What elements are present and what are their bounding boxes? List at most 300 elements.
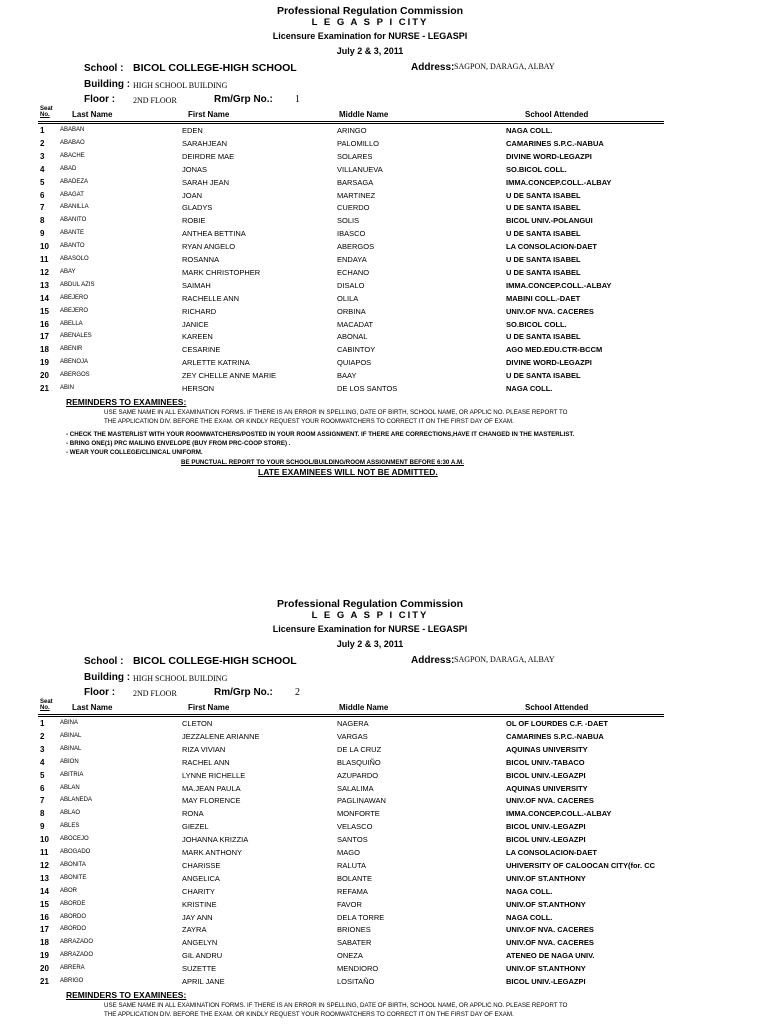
seat-number-cell: 10 [40, 242, 49, 252]
seat-number-cell: 6 [40, 190, 45, 200]
address-value: SAGPON, DARAGA, ALBAY [454, 655, 555, 664]
last-name-cell: ABERGOS [60, 372, 90, 379]
school-attended-cell: DIVINE WORD-LEGAZPI [506, 151, 592, 161]
first-name-cell: CLETON [182, 719, 213, 728]
reminder-line-1: USE SAME NAME IN ALL EXAMINATION FORMS. IF THERE IS AN ERROR IN SPELLING, DATE OF BIRTH, SCHOOL NAME, OR APPLIC NO. PLEASE REPORT TO [104, 409, 568, 416]
first-name-cell: CESARINE [182, 345, 221, 355]
middle-name-cell: PALOMILLO [337, 138, 379, 148]
school-attended-cell: IMMA.CONCEP.COLL.-ALBAY [506, 177, 612, 187]
last-name-cell: ABINA [60, 720, 79, 726]
first-name-cell: MA.JEAN PAULA [182, 783, 241, 793]
seat-number-cell: 7 [40, 796, 45, 806]
table-row [0, 900, 768, 913]
school-attended-cell: BICOL UNIV.-LEGAZPI [506, 835, 586, 845]
first-name-cell: RICHARD [182, 306, 217, 316]
first-name-cell: EDEN [182, 126, 203, 135]
seat-number-cell: 11 [40, 848, 49, 857]
seat-number-cell: 3 [40, 744, 45, 754]
middle-name-cell: QUIAPOS [337, 358, 372, 368]
table-row [0, 964, 768, 977]
city-title: L E G A S P I CITY [311, 610, 429, 621]
building-value: HIGH SCHOOL BUILDING [133, 674, 228, 683]
middle-name-cell: VILLANUEVA [337, 164, 383, 174]
middle-name-cell: MACADAT [337, 319, 374, 329]
floor-label: Floor : [84, 94, 116, 105]
middle-name-cell: DELA TORRE [337, 912, 385, 922]
middle-name-cell: SABATER [337, 938, 372, 948]
school-attended-cell: SO.BICOL COLL. [506, 164, 567, 174]
middle-name-cell: RALUTA [337, 860, 367, 870]
table-row [0, 191, 768, 204]
school-attended-cell: LA CONSOLACION-DAET [506, 242, 597, 252]
header-rule-top [38, 714, 664, 715]
seat-no-header: Seat No. [40, 106, 53, 118]
seat-number-cell: 12 [40, 860, 49, 870]
school-attended-cell: U DE SANTA ISABEL [506, 203, 581, 213]
middle-name-cell: BRIONES [337, 925, 371, 935]
seat-number-cell: 2 [40, 731, 45, 741]
header-rule-bottom [38, 716, 664, 717]
last-name-cell: ABANTE [60, 230, 85, 237]
first-name-cell: RACHEL ANN [182, 757, 230, 767]
building-label: Building : [84, 79, 131, 90]
first-name-cell: RONA [182, 809, 204, 819]
school-attended-cell: SO.BICOL COLL. [506, 319, 567, 329]
table-row [0, 784, 768, 797]
middle-name-cell: SANTOS [337, 835, 368, 845]
last-name-cell: ABRAZADO [60, 939, 94, 946]
first-name-cell: SAIMAH [182, 280, 211, 290]
building-value: HIGH SCHOOL BUILDING [133, 81, 228, 90]
seat-number-cell: 9 [40, 229, 45, 239]
table-row [0, 977, 768, 990]
school-attended-cell: UHIVERSITY OF CALOOCAN CITY(for. CC [506, 860, 656, 870]
last-name-cell: ABIN [60, 385, 75, 391]
last-name-cell: ABENOJA [60, 359, 89, 366]
last-name-header: Last Name [72, 703, 113, 712]
first-name-cell: MARK CHRISTOPHER [182, 267, 261, 277]
middle-name-cell: ORBINA [337, 306, 366, 316]
last-name-cell: ABONITE [60, 874, 87, 881]
first-name-cell: ROSANNA [182, 255, 220, 264]
seat-number-cell: 13 [40, 873, 49, 883]
first-name-cell: LYNNE RICHELLE [182, 770, 246, 780]
school-attended-cell: UNIV.OF NVA. CACERES [506, 925, 594, 935]
seat-number-cell: 5 [40, 770, 45, 780]
first-name-cell: ANGELICA [182, 873, 220, 883]
seat-number-cell: 12 [40, 267, 49, 277]
last-name-cell: ABANILLA [60, 204, 89, 211]
school-attended-cell: MABINI COLL.-DAET [506, 293, 581, 303]
last-name-cell: ABOGADO [60, 849, 91, 855]
exam-title: Licensure Examination for NURSE - LEGASPI [272, 31, 468, 41]
last-name-cell: ABION [60, 758, 79, 765]
school-attended-cell: BICOL UNIV.-LEGAZPI [506, 822, 586, 832]
seat-number-cell: 15 [40, 899, 49, 909]
school-attended-cell: AQUINAS UNIVERSITY [506, 783, 588, 793]
seat-number-cell: 10 [40, 835, 49, 845]
exam-date: July 2 & 3, 2011 [336, 639, 404, 649]
first-name-cell: SUZETTE [182, 964, 217, 974]
last-name-cell: ABORDO [60, 926, 87, 933]
school-attended-cell: U DE SANTA ISABEL [506, 267, 581, 277]
school-attended-cell: NAGA COLL. [506, 126, 553, 135]
school-attended-cell: IMMA.CONCEP.COLL.-ALBAY [506, 809, 612, 819]
table-row [0, 758, 768, 771]
school-attended-cell: NAGA COLL. [506, 886, 553, 896]
table-row [0, 887, 768, 900]
school-name: BICOL COLLEGE-HIGH SCHOOL [133, 62, 297, 74]
first-name-cell: APRIL JANE [182, 977, 225, 986]
school-attended-cell: AQUINAS UNIVERSITY [506, 744, 588, 754]
school-attended-cell: OL OF LOURDES C.F. -DAET [506, 719, 608, 728]
first-name-cell: MAY FLORENCE [182, 796, 241, 806]
middle-name-cell: ARINGO [337, 126, 367, 135]
last-name-cell: ABINAL [60, 732, 82, 739]
table-row [0, 835, 768, 848]
last-name-cell: ABRIGO [60, 978, 84, 984]
school-attended-cell: AGO MED.EDU.CTR-BCCM [506, 345, 603, 355]
seat-number-cell: 8 [40, 216, 45, 226]
seat-number-cell: 21 [40, 384, 49, 393]
last-name-cell: ABITRIA [60, 771, 84, 778]
last-name-cell: ABELLA [60, 320, 83, 327]
middle-name-cell: OLILA [337, 293, 359, 303]
table-row [0, 913, 768, 926]
school-name: BICOL COLLEGE-HIGH SCHOOL [133, 655, 297, 667]
middle-name-cell: VELASCO [337, 822, 373, 832]
last-name-cell: ABENALES [60, 333, 92, 340]
seat-number-cell: 18 [40, 345, 49, 355]
last-name-cell: ABRAZADO [60, 952, 94, 959]
address-label: Address: [411, 655, 455, 666]
middle-name-header: Middle Name [339, 110, 389, 119]
first-name-cell: DEIRDRE MAE [182, 151, 235, 161]
exam-title: Licensure Examination for NURSE - LEGASPI [272, 624, 468, 634]
table-row [0, 229, 768, 242]
school-attended-cell: BICOL UNIV.-TABACO [506, 757, 585, 767]
table-row [0, 745, 768, 758]
seat-number-cell: 2 [40, 138, 45, 148]
table-row [0, 152, 768, 165]
school-attended-cell: UNIV.OF NVA. CACERES [506, 796, 594, 806]
table-row [0, 771, 768, 784]
school-attended-cell: NAGA COLL. [506, 912, 553, 922]
table-row [0, 796, 768, 809]
reminder-bullet-2: - BRING ONE(1) PRC MAILING ENVELOPE (BUY FROM PRC-COOP STORE) . [66, 440, 291, 447]
exam-date: July 2 & 3, 2011 [336, 46, 404, 56]
table-row [0, 951, 768, 964]
school-attended-header: School Attended [525, 703, 589, 712]
table-row [0, 384, 768, 397]
table-row [0, 203, 768, 216]
last-name-header: Last Name [72, 110, 113, 119]
first-name-cell: GIL ANDRU [182, 951, 223, 961]
table-row [0, 822, 768, 835]
address-label: Address: [411, 62, 455, 73]
school-attended-cell: U DE SANTA ISABEL [506, 255, 581, 264]
reminder-line-2: THE APPLICATION DIV. BEFORE THE EXAM. OR KINDLY REQUEST YOUR ROOMWATCHERS TO CORRECT IT ON THE FIRST DAY OF EXAM. [104, 1011, 514, 1018]
seat-number-cell: 3 [40, 151, 45, 161]
seat-number-cell: 20 [40, 964, 49, 974]
room-label: Rm/Grp No.: [214, 94, 273, 105]
seat-number-cell: 16 [40, 912, 49, 922]
first-name-cell: KRISTINE [182, 899, 217, 909]
last-name-cell: ABRERA [60, 965, 85, 972]
seat-number-cell: 13 [40, 280, 49, 290]
table-row [0, 874, 768, 887]
first-name-cell: RIZA VIVIAN [182, 744, 226, 754]
last-name-cell: ABASOLO [60, 256, 89, 262]
last-name-cell: ABLANEDA [60, 797, 93, 804]
first-name-cell: ANGELYN [182, 938, 218, 948]
last-name-cell: ABANTO [60, 243, 85, 250]
middle-name-cell: DISALO [337, 280, 365, 290]
last-name-cell: ABLES [60, 823, 80, 830]
seat-number-cell: 14 [40, 293, 49, 303]
seat-number-cell: 1 [40, 719, 45, 728]
middle-name-cell: DE LA CRUZ [337, 744, 382, 754]
table-row [0, 320, 768, 333]
seat-number-cell: 19 [40, 951, 49, 961]
middle-name-cell: SALALIMA [337, 783, 374, 793]
table-row [0, 809, 768, 822]
school-attended-header: School Attended [525, 110, 589, 119]
table-row [0, 861, 768, 874]
reminder-bullet-3: - WEAR YOUR COLLEGE/CLINICAL UNIFORM. [66, 449, 203, 456]
table-row [0, 307, 768, 320]
header-rule-top [38, 121, 664, 122]
last-name-cell: ABORDO [60, 913, 87, 920]
seat-number-cell: 8 [40, 809, 45, 819]
first-name-cell: HERSON [182, 384, 215, 393]
agency-title: Professional Regulation Commission [276, 598, 464, 610]
table-row [0, 216, 768, 229]
school-label: School : [84, 63, 124, 74]
last-name-cell: ABACHE [60, 152, 85, 159]
reminders-title: REMINDERS TO EXAMINEES: [66, 397, 187, 407]
table-row [0, 345, 768, 358]
seat-number-cell: 17 [40, 332, 49, 342]
seat-number-cell: 16 [40, 319, 49, 329]
last-name-cell: ABLAN [60, 784, 80, 791]
last-name-cell: ABLAO [60, 810, 81, 817]
first-name-header: First Name [188, 703, 230, 712]
last-name-cell: ABABAO [60, 139, 85, 146]
middle-name-cell: AZUPARDO [337, 770, 379, 780]
seat-number-cell: 1 [40, 126, 45, 135]
first-name-cell: JOAN [182, 190, 203, 200]
middle-name-cell: ABERGOS [337, 242, 375, 252]
middle-name-cell: MENDIORO [337, 964, 379, 974]
seat-number-cell: 19 [40, 358, 49, 368]
table-row [0, 332, 768, 345]
first-name-cell: ROBIE [182, 216, 206, 226]
school-attended-cell: UNIV.OF ST.ANTHONY [506, 873, 586, 883]
school-attended-cell: U DE SANTA ISABEL [506, 190, 581, 200]
middle-name-cell: MONFORTE [337, 809, 380, 819]
first-name-cell: ARLETTE KATRINA [182, 358, 250, 368]
middle-name-cell: BOLANTE [337, 873, 373, 883]
seat-number-cell: 4 [40, 164, 45, 174]
school-label: School : [84, 656, 124, 667]
school-attended-cell: ATENEO DE NAGA UNIV. [506, 951, 595, 961]
school-attended-cell: U DE SANTA ISABEL [506, 371, 581, 381]
middle-name-cell: BARSAGA [337, 177, 374, 187]
reminder-line-1: USE SAME NAME IN ALL EXAMINATION FORMS. IF THERE IS AN ERROR IN SPELLING, DATE OF BIRTH, SCHOOL NAME, OR APPLIC NO. PLEASE REPORT TO [104, 1002, 568, 1009]
first-name-cell: MARK ANTHONY [182, 848, 243, 857]
middle-name-cell: ABONAL [337, 332, 368, 342]
last-name-cell: ABORDE [60, 900, 86, 907]
last-name-cell: ABAD [60, 165, 77, 172]
middle-name-cell: IBASCO [337, 229, 366, 239]
first-name-cell: ANTHEA BETTINA [182, 229, 246, 239]
first-name-cell: KAREEN [182, 332, 213, 342]
seat-number-cell: 17 [40, 925, 49, 935]
table-row [0, 848, 768, 861]
middle-name-cell: SOLARES [337, 151, 373, 161]
middle-name-cell: REFAMA [337, 886, 368, 896]
seat-number-cell: 7 [40, 203, 45, 213]
last-name-cell: ABDUL AZIS [60, 281, 95, 288]
middle-name-cell: LOSITAÑO [337, 977, 375, 986]
table-row [0, 281, 768, 294]
middle-name-cell: PAGLINAWAN [337, 796, 386, 806]
table-row [0, 178, 768, 191]
table-row [0, 925, 768, 938]
first-name-cell: SARAH JEAN [182, 177, 230, 187]
middle-name-header: Middle Name [339, 703, 389, 712]
seat-number-cell: 4 [40, 757, 45, 767]
middle-name-cell: BLASQUIÑO [337, 757, 381, 767]
last-name-cell: ABEJERO [60, 307, 89, 314]
last-name-cell: ABEJERO [60, 294, 89, 301]
table-row [0, 255, 768, 268]
seat-number-cell: 6 [40, 783, 45, 793]
first-name-cell: CHARISSE [182, 860, 221, 870]
reminder-bullet-1: - CHECK THE MASTERLIST WITH YOUR ROOMWATCHERS/POSTED IN YOUR ROOM ASSIGNMENT. IF THERE ARE CORRECTIONS,HAVE IT CHANGED IN THE MASTERLIST. [66, 431, 575, 438]
school-attended-cell: LA CONSOLACION-DAET [506, 848, 597, 857]
table-row [0, 719, 768, 732]
floor-label: Floor : [84, 687, 116, 698]
school-attended-cell: UNIV.OF NVA. CACERES [506, 938, 594, 948]
last-name-cell: ABINAL [60, 745, 82, 752]
table-row [0, 732, 768, 745]
school-attended-cell: BICOL UNIV.-POLANGUI [506, 216, 593, 226]
seat-no-header: Seat No. [40, 699, 53, 711]
building-label: Building : [84, 672, 131, 683]
last-name-cell: ABANITO [60, 217, 87, 224]
first-name-cell: ZEY CHELLE ANNE MARIE [182, 371, 277, 381]
middle-name-cell: SOLIS [337, 216, 360, 226]
first-name-cell: ZAYRA [182, 925, 207, 935]
middle-name-cell: ENDAYA [337, 255, 367, 264]
middle-name-cell: NAGERA [337, 719, 369, 728]
city-title: L E G A S P I CITY [311, 17, 429, 28]
table-row [0, 139, 768, 152]
first-name-cell: JAY ANN [182, 912, 213, 922]
first-name-cell: JOHANNA KRIZZIA [182, 835, 249, 845]
floor-value: 2ND FLOOR [133, 96, 177, 105]
first-name-header: First Name [188, 110, 230, 119]
first-name-cell: JANICE [182, 319, 209, 329]
seat-number-cell: 14 [40, 886, 49, 896]
first-name-cell: RACHELLE ANN [182, 293, 240, 303]
table-row [0, 938, 768, 951]
school-attended-cell: BICOL UNIV.-LEGAZPI [506, 977, 586, 986]
reminder-line-2: THE APPLICATION DIV. BEFORE THE EXAM. OR KINDLY REQUEST YOUR ROOMWATCHERS TO CORRECT IT ON THE FIRST DAY OF EXAM. [104, 418, 514, 425]
last-name-cell: ABAGAT [60, 191, 84, 198]
first-name-cell: CHARITY [182, 886, 215, 896]
school-attended-cell: UNIV.OF ST.ANTHONY [506, 964, 586, 974]
last-name-cell: ABAY [60, 268, 76, 275]
school-attended-cell: IMMA.CONCEP.COLL.-ALBAY [506, 280, 612, 290]
header-rule-bottom [38, 123, 664, 124]
table-row [0, 358, 768, 371]
middle-name-cell: ONEZA [337, 951, 363, 961]
address-value: SAGPON, DARAGA, ALBAY [454, 62, 555, 71]
room-label: Rm/Grp No.: [214, 687, 273, 698]
floor-value: 2ND FLOOR [133, 689, 177, 698]
middle-name-cell: MAGO [337, 848, 360, 857]
late-notice: LATE EXAMINEES WILL NOT BE ADMITTED. [258, 467, 438, 477]
table-row [0, 294, 768, 307]
school-attended-cell: NAGA COLL. [506, 384, 553, 393]
table-row [0, 371, 768, 384]
middle-name-cell: FAVOR [337, 899, 362, 909]
first-name-cell: GIEZEL [182, 822, 209, 832]
middle-name-cell: CUERDO [337, 203, 370, 213]
table-row [0, 126, 768, 139]
seat-number-cell: 20 [40, 371, 49, 381]
school-attended-cell: CAMARINES S.P.C.-NABUA [506, 138, 604, 148]
table-row [0, 165, 768, 178]
first-name-cell: GLADYS [182, 203, 213, 213]
seat-number-cell: 9 [40, 822, 45, 832]
middle-name-cell: BAAY [337, 371, 357, 381]
last-name-cell: ABOCEJO [60, 836, 89, 843]
middle-name-cell: DE LOS SANTOS [337, 384, 398, 393]
agency-title: Professional Regulation Commission [276, 5, 464, 17]
table-row [0, 242, 768, 255]
seat-number-cell: 18 [40, 938, 49, 948]
seat-number-cell: 11 [40, 255, 49, 264]
middle-name-cell: VARGAS [337, 731, 368, 741]
table-row [0, 268, 768, 281]
middle-name-cell: ECHANO [337, 267, 370, 277]
school-attended-cell: U DE SANTA ISABEL [506, 332, 581, 342]
last-name-cell: ABABAN [60, 127, 85, 133]
school-attended-cell: U DE SANTA ISABEL [506, 229, 581, 239]
first-name-cell: SARAHJEAN [182, 138, 228, 148]
school-attended-cell: CAMARINES S.P.C.-NABUA [506, 731, 604, 741]
reminders-title: REMINDERS TO EXAMINEES: [66, 990, 187, 1000]
school-attended-cell: BICOL UNIV.-LEGAZPI [506, 770, 586, 780]
seat-number-cell: 15 [40, 306, 49, 316]
first-name-cell: JEZZALENE ARIANNE [182, 731, 260, 741]
last-name-cell: ABADEZA [60, 178, 89, 185]
last-name-cell: ABONITA [60, 861, 86, 868]
punctuality-notice: BE PUNCTUAL. REPORT TO YOUR SCHOOL/BUILDING/ROOM ASSIGNMENT BEFORE 6:30 A.M. [181, 459, 464, 466]
last-name-cell: ABENIR [60, 346, 83, 353]
middle-name-cell: MARTINEZ [337, 190, 376, 200]
room-value: 2 [295, 687, 300, 698]
first-name-cell: RYAN ANGELO [182, 242, 236, 252]
school-attended-cell: UNIV.OF NVA. CACERES [506, 306, 594, 316]
seat-number-cell: 21 [40, 977, 49, 986]
last-name-cell: ABOR [60, 887, 78, 894]
room-value: 1 [295, 94, 300, 105]
